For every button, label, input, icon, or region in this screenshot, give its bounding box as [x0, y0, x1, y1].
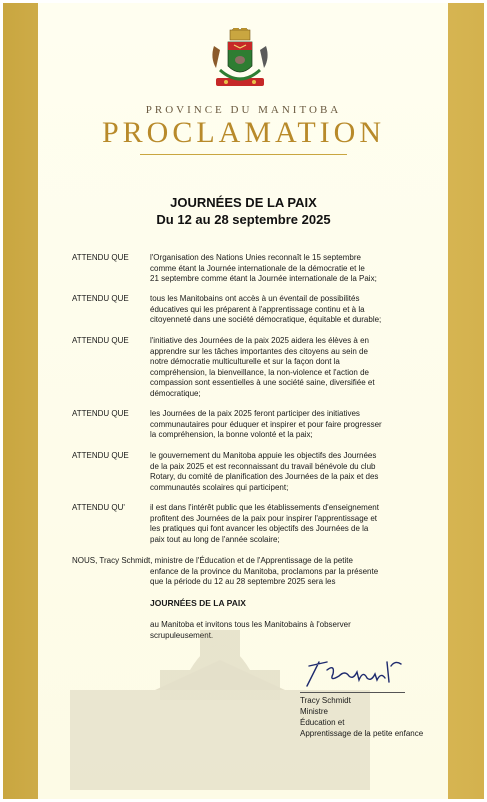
- clause-text: il est dans l'intérêt public que les établissements d'enseignement profitent des Journées de la paix pour inspirer l'apprentissage et les pratiques qui font avancer les objectifs des Journées de la paix tout au long de l'année scolaire;: [150, 503, 379, 544]
- signature-line: [300, 692, 405, 693]
- signatory-portfolio: Éducation et: [300, 718, 345, 727]
- clause-label: ATTENDU QUE: [72, 409, 129, 418]
- signatory-name: Tracy Schmidt: [300, 696, 351, 705]
- signatory-title: Ministre: [300, 707, 329, 716]
- clause-label: ATTENDU QUE: [72, 451, 129, 460]
- proclamation-inline-title: JOURNÉES DE LA PAIX: [150, 598, 246, 608]
- clause-text: l'Organisation des Nations Unies reconnaît le 15 septembre comme étant la Journée internationale de la démocratie et le 21 septembre comme étant la Journée internationale de la Paix;: [150, 253, 377, 283]
- proclamation-closing: au Manitoba et invitons tous les Manitobains à l'observer scrupuleusement.: [150, 620, 351, 640]
- clause-text: le gouvernement du Manitoba appuie les objectifs des Journées de la paix 2025 et est reconnaissant du travail bénévole du club Rotary, du comité de planification des Journées de la paix et des communautés scolaires qui participent;: [150, 451, 379, 492]
- proclamation-heading: PROCLAMATION: [101, 116, 386, 149]
- signature-icon: [305, 652, 405, 690]
- heading-divider: [140, 154, 347, 155]
- clause-text: l'initiative des Journées de la paix 2025 aidera les élèves à en apprendre sur les tâches importantes des citoyens au sein de notre démocratie multiculturelle et sur la façon dont la compréhension, la bienveillance, la non-violence et l'action de compassion sont essentielles à une société saine, diversifiée et démocratique;: [150, 336, 375, 398]
- proclamation-title: JOURNÉES DE LA PAIX: [170, 195, 317, 210]
- clause-label: ATTENDU QUE: [72, 336, 129, 345]
- manitoba-coat-of-arms-icon: [206, 28, 274, 94]
- proclamation-statement: NOUS, Tracy Schmidt, ministre de l'Éducation et de l'Apprentissage de la petite enfance de la province du Manitoba, proclamons par la présente que la période du 12 au 28 septembre 2025 sera les: [72, 556, 379, 586]
- clause-label: ATTENDU QU': [72, 503, 125, 512]
- clause-label: ATTENDU QUE: [72, 253, 129, 262]
- clause-text: tous les Manitobains ont accès à un éventail de possibilités éducatives qui les préparent à l'apprentissage continu et à la citoyenneté dans une société démocratique, équitable et durable;: [150, 294, 382, 324]
- clause-label: ATTENDU QUE: [72, 294, 129, 303]
- clause-text: les Journées de la paix 2025 feront participer des initiatives communautaires pour éduquer et inspirer et pour faire progresser la compréhension, la bonne volonté et la paix;: [150, 409, 382, 439]
- signatory-portfolio: Apprentissage de la petite enfance: [300, 729, 424, 738]
- province-heading: PROVINCE DU MANITOBA: [145, 104, 342, 116]
- proclamation-dates: Du 12 au 28 septembre 2025: [156, 212, 331, 227]
